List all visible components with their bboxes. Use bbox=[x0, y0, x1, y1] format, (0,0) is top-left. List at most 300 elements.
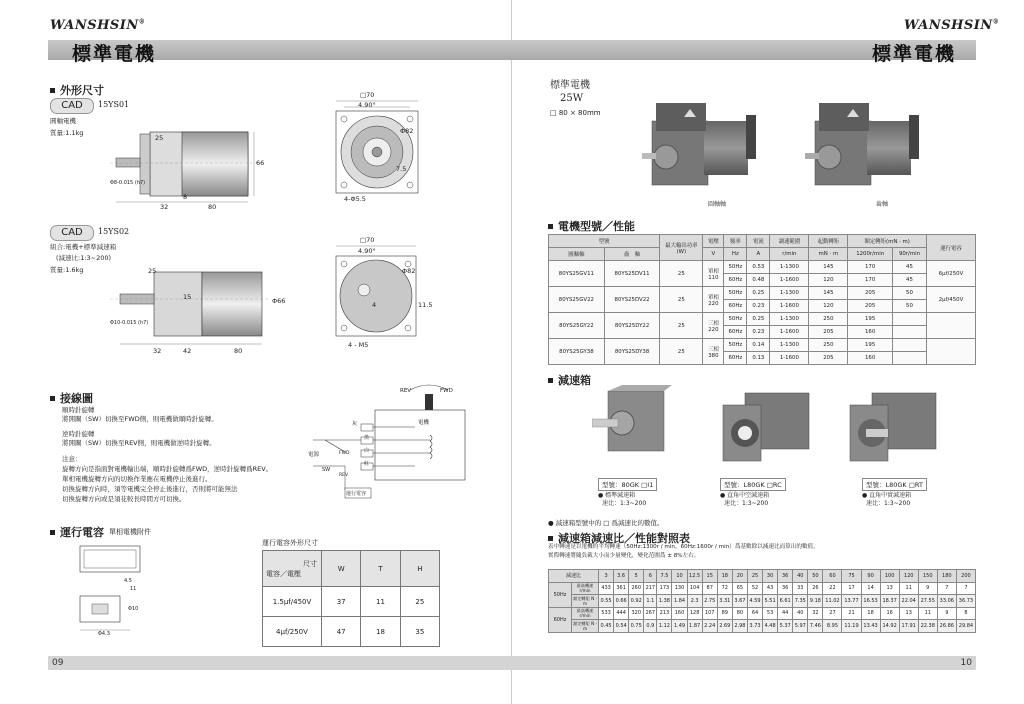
spec-cell: 1-1600 bbox=[770, 274, 809, 287]
wiring-heading: 接線圖 bbox=[50, 390, 93, 406]
spec-cell: 205 bbox=[848, 300, 893, 313]
spec-cell: 25 bbox=[660, 313, 703, 339]
wiring-note: 切換旋轉方向或是須花較長時間方可切換。 bbox=[62, 495, 186, 503]
spec-cell: 1-1300 bbox=[770, 339, 809, 352]
spec-cell: 2μf/450V bbox=[927, 287, 976, 313]
ratio-cell: 40 bbox=[793, 570, 808, 583]
reduction-header-row bbox=[549, 570, 976, 583]
right-page bbox=[512, 0, 1024, 704]
reduction-cell: 213 bbox=[657, 607, 672, 620]
spec-header: 齒 軸 bbox=[604, 248, 660, 261]
spec-cell: 單相 220 bbox=[703, 287, 724, 313]
reduction-cell: 1.49 bbox=[672, 620, 687, 633]
reduction-cell: 2.24 bbox=[702, 620, 717, 633]
ratio-cell: 75 bbox=[842, 570, 861, 583]
spec-cell bbox=[892, 352, 926, 365]
reduction-cell: 44 bbox=[778, 607, 793, 620]
cad-badge-2: CAD bbox=[50, 225, 94, 241]
gearbox-note: ● 直角中空減速箱 bbox=[720, 492, 770, 499]
spec-cell: 80YS25GV11 bbox=[549, 261, 605, 287]
reduction-cell: 13 bbox=[899, 607, 918, 620]
ratio-cell: 18 bbox=[717, 570, 732, 583]
spec-cell: 160 bbox=[848, 326, 893, 339]
spec-cell: 80YS25DV22 bbox=[604, 287, 660, 313]
dim-label: 7.5 bbox=[396, 165, 407, 173]
brand-logo: WANSHSIN® bbox=[50, 18, 146, 33]
reduction-cell: 0.45 bbox=[599, 620, 614, 633]
cad2-desc2: (減速比:1:3~200) bbox=[56, 254, 112, 262]
spec-cell: 6μf/250V bbox=[927, 261, 976, 287]
reduction-cell: 173 bbox=[657, 582, 672, 595]
motor-photo-round-shaft bbox=[642, 95, 762, 195]
spec-header: 電流 bbox=[747, 235, 770, 248]
spec-header: A bbox=[747, 248, 770, 261]
reduction-cell: 160 bbox=[672, 607, 687, 620]
dim-label: 25 bbox=[148, 267, 157, 275]
reduction-cell: 80 bbox=[732, 607, 747, 620]
spec-cell: 45 bbox=[892, 274, 926, 287]
spec-cell: 45 bbox=[892, 261, 926, 274]
reduction-row-label: 最高轉速 r/min bbox=[572, 582, 599, 595]
spec-cell: 195 bbox=[848, 313, 893, 326]
reduction-cell: 26 bbox=[808, 582, 823, 595]
reduction-cell: 14.92 bbox=[880, 620, 899, 633]
reduction-cell: 64 bbox=[747, 607, 762, 620]
reduction-cell: 53 bbox=[763, 607, 778, 620]
spec-cell: 60Hz bbox=[724, 300, 747, 313]
cad1-weight: 質量:1.1kg bbox=[50, 129, 84, 137]
spec-heading: 電機型號／性能 bbox=[548, 218, 635, 234]
wiring-note: 單相電機旋轉方向的切換作業應在電機停止後進行。 bbox=[62, 475, 212, 483]
spec-cell: 50 bbox=[892, 287, 926, 300]
spec-header: 運行電容 bbox=[927, 235, 976, 261]
reduction-note: 實際轉速將隨負載大小而少量變化，變化范圍爲 ± 8%左右。 bbox=[548, 553, 700, 559]
spec-cell: 60Hz bbox=[724, 352, 747, 365]
ratio-cell: 6 bbox=[644, 570, 657, 583]
spec-row bbox=[549, 261, 976, 274]
spec-cell: 1-1300 bbox=[770, 313, 809, 326]
gearbox-photo-solid bbox=[842, 385, 942, 470]
motor-photo-gear-shaft bbox=[805, 95, 925, 195]
gearbox-model-label: 型號：80GK □I1 bbox=[598, 478, 657, 491]
reduction-row bbox=[549, 607, 976, 620]
spec-header: r/min bbox=[770, 248, 809, 261]
reduction-cell: 8 bbox=[956, 607, 975, 620]
spec-cell: 25 bbox=[660, 287, 703, 313]
reduction-cell: 104 bbox=[687, 582, 702, 595]
reduction-cell: 4.59 bbox=[747, 595, 762, 608]
dim-label: 4.90° bbox=[358, 247, 376, 255]
wiring-label: SW bbox=[322, 467, 331, 473]
reduction-cell: 260 bbox=[629, 582, 644, 595]
reduction-cell: 36.73 bbox=[956, 595, 975, 608]
bullet-square-icon bbox=[548, 378, 553, 383]
reduction-cell: 7 bbox=[937, 582, 956, 595]
reduction-cell: 36 bbox=[778, 582, 793, 595]
wiring-label: 灰 bbox=[352, 421, 358, 427]
spec-header: 1200r/min bbox=[848, 248, 893, 261]
reduction-cell: 320 bbox=[629, 607, 644, 620]
reduction-cell: 7.46 bbox=[808, 620, 823, 633]
reduction-cell: 1.84 bbox=[672, 595, 687, 608]
cap-row-label: 1.5μf/450V bbox=[263, 587, 322, 617]
reduction-cell: 2.69 bbox=[717, 620, 732, 633]
freq-cell: 60Hz bbox=[549, 607, 572, 632]
reduction-cell: 1.87 bbox=[687, 620, 702, 633]
dim-label: 15 bbox=[183, 293, 192, 301]
reduction-row bbox=[549, 620, 976, 633]
wiring-diagram bbox=[305, 380, 475, 510]
spec-cell: 205 bbox=[848, 287, 893, 300]
bullet-square-icon bbox=[548, 536, 553, 541]
spec-row bbox=[549, 339, 976, 352]
cad-badge-1: CAD bbox=[50, 98, 94, 114]
cap-cell: 25 bbox=[400, 587, 439, 617]
ratio-cell: 25 bbox=[747, 570, 762, 583]
spec-cell bbox=[892, 313, 926, 326]
reduction-cell: 2.75 bbox=[702, 595, 717, 608]
spec-cell: 0.23 bbox=[747, 326, 770, 339]
reduction-cell: 65 bbox=[732, 582, 747, 595]
spec-header: V bbox=[703, 248, 724, 261]
motor2-front-drawing bbox=[330, 240, 425, 345]
reduction-cell: 16.53 bbox=[861, 595, 880, 608]
reduction-cell: 18.37 bbox=[880, 595, 899, 608]
reduction-cell: 7 bbox=[956, 582, 975, 595]
reduction-cell: 11.19 bbox=[842, 620, 861, 633]
spec-cell: 三相 380 bbox=[703, 339, 724, 365]
spec-cell: 0.53 bbox=[747, 261, 770, 274]
reduction-row bbox=[549, 595, 976, 608]
spec-cell: 160 bbox=[848, 352, 893, 365]
spec-cell bbox=[927, 339, 976, 365]
dim-label: □70 bbox=[360, 91, 375, 99]
spec-cell: 50Hz bbox=[724, 339, 747, 352]
wiring-label: 紅 bbox=[364, 461, 370, 467]
ratio-cell: 200 bbox=[956, 570, 975, 583]
reduction-cell: 5.51 bbox=[763, 595, 778, 608]
wiring-label: 電機 bbox=[418, 420, 430, 426]
reduction-cell: 89 bbox=[717, 607, 732, 620]
reduction-cell: 217 bbox=[644, 582, 657, 595]
reduction-cell: 444 bbox=[614, 607, 629, 620]
reduction-cell: 40 bbox=[793, 607, 808, 620]
spec-cell: 0.25 bbox=[747, 287, 770, 300]
dim-label: 25 bbox=[155, 134, 164, 142]
reduction-cell: 13 bbox=[880, 582, 899, 595]
spec-cell: 80YS25DY22 bbox=[604, 313, 660, 339]
reduction-cell: 33 bbox=[793, 582, 808, 595]
ratio-cell: 3 bbox=[599, 570, 614, 583]
spec-header: 調速範圍 bbox=[770, 235, 809, 248]
spec-cell: 50Hz bbox=[724, 287, 747, 300]
reduction-cell: 27 bbox=[823, 607, 842, 620]
wiring-ccw-desc: 將開關（SW）切換至REV側，則電機做逆時針旋轉。 bbox=[62, 439, 216, 447]
spec-cell: 0.25 bbox=[747, 313, 770, 326]
capacitor-table bbox=[262, 550, 440, 647]
ratio-cell: 15 bbox=[702, 570, 717, 583]
ratio-cell: 3.6 bbox=[614, 570, 629, 583]
cap-table-col: W bbox=[322, 551, 361, 587]
dim-label: 80 bbox=[234, 347, 243, 355]
spec-cell: 120 bbox=[809, 274, 848, 287]
reduction-cell: 130 bbox=[672, 582, 687, 595]
spec-cell: 50Hz bbox=[724, 261, 747, 274]
page-number: 09 bbox=[52, 658, 64, 668]
gearbox-model-label: 型號：L80GK □RT bbox=[862, 478, 927, 491]
reduction-cell: 27.55 bbox=[918, 595, 937, 608]
spec-cell: 50Hz bbox=[724, 313, 747, 326]
freq-cell: 50Hz bbox=[549, 582, 572, 607]
wiring-label: FWD bbox=[440, 388, 453, 394]
cad-model-1: 15YS01 bbox=[98, 100, 130, 109]
reduction-cell: 0.66 bbox=[614, 595, 629, 608]
spec-cell: 170 bbox=[848, 261, 893, 274]
reduction-cell: 0.55 bbox=[599, 595, 614, 608]
reduction-cell: 87 bbox=[702, 582, 717, 595]
dim-label: Φ8-0.015 (h7) bbox=[110, 180, 146, 186]
dim-label: 11 bbox=[130, 586, 137, 592]
ratio-cell: 50 bbox=[808, 570, 823, 583]
reduction-cell: 5.97 bbox=[793, 620, 808, 633]
spec-header: 型號 bbox=[549, 235, 660, 248]
brand-logo: WANSHSIN® bbox=[904, 18, 1000, 33]
cap-table-col: T bbox=[361, 551, 400, 587]
dim-label: 4 bbox=[372, 301, 377, 309]
gearbox-footnote: ● 減速箱型號中的 □ 爲減速比的數值。 bbox=[548, 519, 664, 527]
dim-label: Φ66 bbox=[272, 297, 286, 305]
spec-cell: 1-1300 bbox=[770, 261, 809, 274]
reduction-cell: 3.73 bbox=[747, 620, 762, 633]
motor-spec-table bbox=[548, 234, 976, 365]
spec-cell: 1-1600 bbox=[770, 300, 809, 313]
wiring-label: 黑 bbox=[364, 435, 370, 441]
dim-label: 11.5 bbox=[418, 301, 433, 309]
dim-label: 66 bbox=[256, 159, 265, 167]
reduction-cell: 6.61 bbox=[778, 595, 793, 608]
reduction-cell: 13.77 bbox=[842, 595, 861, 608]
dim-label: Φ82 bbox=[402, 267, 416, 275]
reduction-cell: 1.1 bbox=[644, 595, 657, 608]
reduction-row-label: 額定轉矩 N · m bbox=[573, 620, 597, 631]
spec-cell: 205 bbox=[809, 326, 848, 339]
cad2-desc1: 組合:電機+標準減速箱 bbox=[50, 243, 117, 251]
reduction-cell: 11 bbox=[918, 607, 937, 620]
reduction-cell: 16 bbox=[880, 607, 899, 620]
reduction-cell: 9.18 bbox=[808, 595, 823, 608]
wiring-label: REV bbox=[400, 388, 412, 394]
wiring-ccw-title: 逆時針旋轉 bbox=[62, 430, 95, 438]
reduction-cell: 17.91 bbox=[899, 620, 918, 633]
reduction-cell: 128 bbox=[687, 607, 702, 620]
gearbox-note: ● 標準減速箱 bbox=[598, 492, 636, 499]
wiring-cw-desc: 將開關（SW）切換至FWD側，則電機做順時針旋轉。 bbox=[62, 415, 218, 423]
gearbox-note: 速比：1:3~200 bbox=[866, 500, 911, 507]
dim-label: 4-Φ5.5 bbox=[344, 195, 366, 203]
page-footer-right bbox=[512, 656, 976, 670]
ratio-cell: 60 bbox=[823, 570, 842, 583]
spec-cell: 205 bbox=[809, 352, 848, 365]
reduction-cell: 5.37 bbox=[778, 620, 793, 633]
gearbox-note: 速比：1:3~200 bbox=[724, 500, 769, 507]
gearbox-note: ● 直角中實減速箱 bbox=[862, 492, 912, 499]
spec-header: 頻率 bbox=[724, 235, 747, 248]
dim-label: 80 bbox=[208, 203, 217, 211]
reduction-cell: 0.75 bbox=[629, 620, 644, 633]
dim-label: Φ10 bbox=[128, 606, 139, 612]
cap-cell: 47 bbox=[322, 617, 361, 647]
ratio-cell: 10 bbox=[672, 570, 687, 583]
cap-cell: 11 bbox=[361, 587, 400, 617]
cap-cell: 35 bbox=[400, 617, 439, 647]
ratio-cell: 20 bbox=[732, 570, 747, 583]
bullet-square-icon bbox=[50, 88, 55, 93]
std-motor-title: 標準電機 bbox=[550, 80, 590, 91]
bullet-square-icon bbox=[548, 224, 553, 229]
gearbox-model-label: 型號：L80GK □RC bbox=[720, 478, 786, 491]
spec-header: 電壓 bbox=[703, 235, 724, 248]
gearbox-note: 速比：1:3~200 bbox=[602, 500, 647, 507]
reduction-cell: 4.48 bbox=[763, 620, 778, 633]
wiring-note: 旋轉方向是指面對電機輸出端，順時針旋轉爲FWD，逆時針旋轉爲REV。 bbox=[62, 465, 273, 473]
wiring-label: FWD bbox=[339, 451, 350, 456]
reduction-cell: 3.67 bbox=[732, 595, 747, 608]
spec-header: 起動轉矩 bbox=[809, 235, 848, 248]
cap-cell: 18 bbox=[361, 617, 400, 647]
spec-header: 90r/min bbox=[892, 248, 926, 261]
spec-cell: 1-1300 bbox=[770, 287, 809, 300]
reduction-note: 表中轉速是以電機的平均轉速（50Hz:1300r / min，60Hz:1600r / min）爲基數除以減速比而算出的數值。 bbox=[548, 544, 819, 550]
spec-cell: 0.13 bbox=[747, 352, 770, 365]
dim-label: 32 bbox=[153, 347, 162, 355]
ratio-cell: 100 bbox=[880, 570, 899, 583]
reduction-cell: 22.38 bbox=[918, 620, 937, 633]
wiring-label: 運行電容 bbox=[346, 491, 367, 497]
spec-cell: 1-1600 bbox=[770, 352, 809, 365]
reduction-cell: 8.95 bbox=[823, 620, 842, 633]
spec-cell: 60Hz bbox=[724, 274, 747, 287]
bullet-square-icon bbox=[50, 530, 55, 535]
ratio-cell: 5 bbox=[629, 570, 644, 583]
reduction-cell: 107 bbox=[702, 607, 717, 620]
capacitor-drawing bbox=[70, 540, 160, 640]
reduction-cell: 52 bbox=[747, 582, 762, 595]
ratio-cell: 120 bbox=[899, 570, 918, 583]
reduction-cell: 1.38 bbox=[657, 595, 672, 608]
spec-cell: 三相 220 bbox=[703, 313, 724, 339]
ratio-cell: 90 bbox=[861, 570, 880, 583]
reduction-cell: 533 bbox=[599, 607, 614, 620]
ratio-cell: 36 bbox=[778, 570, 793, 583]
cad-model-2: 15YS02 bbox=[98, 227, 130, 236]
cap-cell: 37 bbox=[322, 587, 361, 617]
reduction-cell: 14 bbox=[861, 582, 880, 595]
spec-cell: 80YS25DY38 bbox=[604, 339, 660, 365]
spec-row bbox=[549, 287, 976, 300]
gearbox-photo-hollow bbox=[717, 385, 817, 470]
reduction-cell: 361 bbox=[614, 582, 629, 595]
spec-cell: 170 bbox=[848, 274, 893, 287]
reduction-cell: 9 bbox=[918, 582, 937, 595]
reduction-cell: 9 bbox=[937, 607, 956, 620]
spec-cell: 0.23 bbox=[747, 300, 770, 313]
reduction-cell: 13.43 bbox=[861, 620, 880, 633]
reduction-cell: 43 bbox=[763, 582, 778, 595]
spec-cell: 50 bbox=[892, 300, 926, 313]
reduction-cell: 0.54 bbox=[614, 620, 629, 633]
wiring-label: REV bbox=[339, 473, 349, 478]
spec-cell: 1-1600 bbox=[770, 326, 809, 339]
reduction-cell: 22.04 bbox=[899, 595, 918, 608]
spec-cell: 250 bbox=[809, 313, 848, 326]
spec-cell: 單相 110 bbox=[703, 261, 724, 287]
cad2-weight: 質量:1.6kg bbox=[50, 266, 84, 274]
spec-cell: 0.48 bbox=[747, 274, 770, 287]
ratio-cell: 30 bbox=[763, 570, 778, 583]
bullet-square-icon bbox=[50, 396, 55, 401]
cap-table-title: 運行電容外形尺寸 bbox=[262, 539, 318, 547]
reduction-cell: 21 bbox=[842, 607, 861, 620]
reduction-cell: 0.9 bbox=[644, 620, 657, 633]
reduction-row bbox=[549, 582, 976, 595]
ratio-cell: 180 bbox=[937, 570, 956, 583]
page-footer-left bbox=[48, 656, 512, 670]
spec-header: mN · m bbox=[809, 248, 848, 261]
reduction-cell: 26.86 bbox=[937, 620, 956, 633]
caption-round-shaft: 圓軸軸 bbox=[708, 201, 727, 208]
motor2-side-drawing bbox=[110, 262, 270, 352]
cap-table-col: H bbox=[400, 551, 439, 587]
reduction-cell: 33.06 bbox=[937, 595, 956, 608]
spec-cell: 80YS25GY22 bbox=[549, 313, 605, 339]
dim-label: Φ82 bbox=[400, 127, 414, 135]
wiring-label: 電源 bbox=[308, 452, 320, 458]
cap-table-corner: 尺寸 電容／電壓 bbox=[263, 551, 322, 587]
reduction-cell: 2.3 bbox=[687, 595, 702, 608]
spec-cell: 250 bbox=[809, 339, 848, 352]
dim-label: Φ10-0.015 (h7) bbox=[110, 320, 149, 326]
cap-row-label: 4μf/250V bbox=[263, 617, 322, 647]
page-title: 標準電機 bbox=[72, 43, 157, 65]
wiring-label: 白 bbox=[364, 448, 370, 454]
spec-cell: 80YS25GY38 bbox=[549, 339, 605, 365]
reduction-cell: 433 bbox=[599, 582, 614, 595]
reduction-table bbox=[548, 569, 976, 633]
wiring-note-title: 注意： bbox=[62, 455, 82, 463]
spec-cell bbox=[892, 326, 926, 339]
reduction-cell: 17 bbox=[842, 582, 861, 595]
reduction-cell: 32 bbox=[808, 607, 823, 620]
gearbox-heading: 減速箱 bbox=[548, 372, 591, 388]
page-title: 標準電機 bbox=[872, 43, 957, 65]
reduction-row-label: 額定轉矩 N · m bbox=[573, 595, 597, 606]
spec-cell: 60Hz bbox=[724, 326, 747, 339]
spec-cell: 145 bbox=[809, 261, 848, 274]
reduction-heading: 減速箱減速比／性能對照表 bbox=[548, 530, 690, 546]
reduction-cell: 22 bbox=[823, 582, 842, 595]
spec-cell: 25 bbox=[660, 339, 703, 365]
spec-row bbox=[549, 313, 976, 326]
spec-cell: 145 bbox=[809, 287, 848, 300]
std-motor-power: 25W bbox=[560, 93, 584, 104]
spec-cell: 120 bbox=[809, 300, 848, 313]
spec-header: 額定轉矩(mN · m) bbox=[848, 235, 927, 248]
reduction-cell: 2.98 bbox=[732, 620, 747, 633]
std-motor-size: □ 80 × 80mm bbox=[550, 109, 601, 117]
spec-cell: 80YS25GV22 bbox=[549, 287, 605, 313]
capacitor-heading: 運行電容 單相電機附件 bbox=[50, 524, 151, 540]
gearbox-photo-standard bbox=[592, 385, 672, 465]
